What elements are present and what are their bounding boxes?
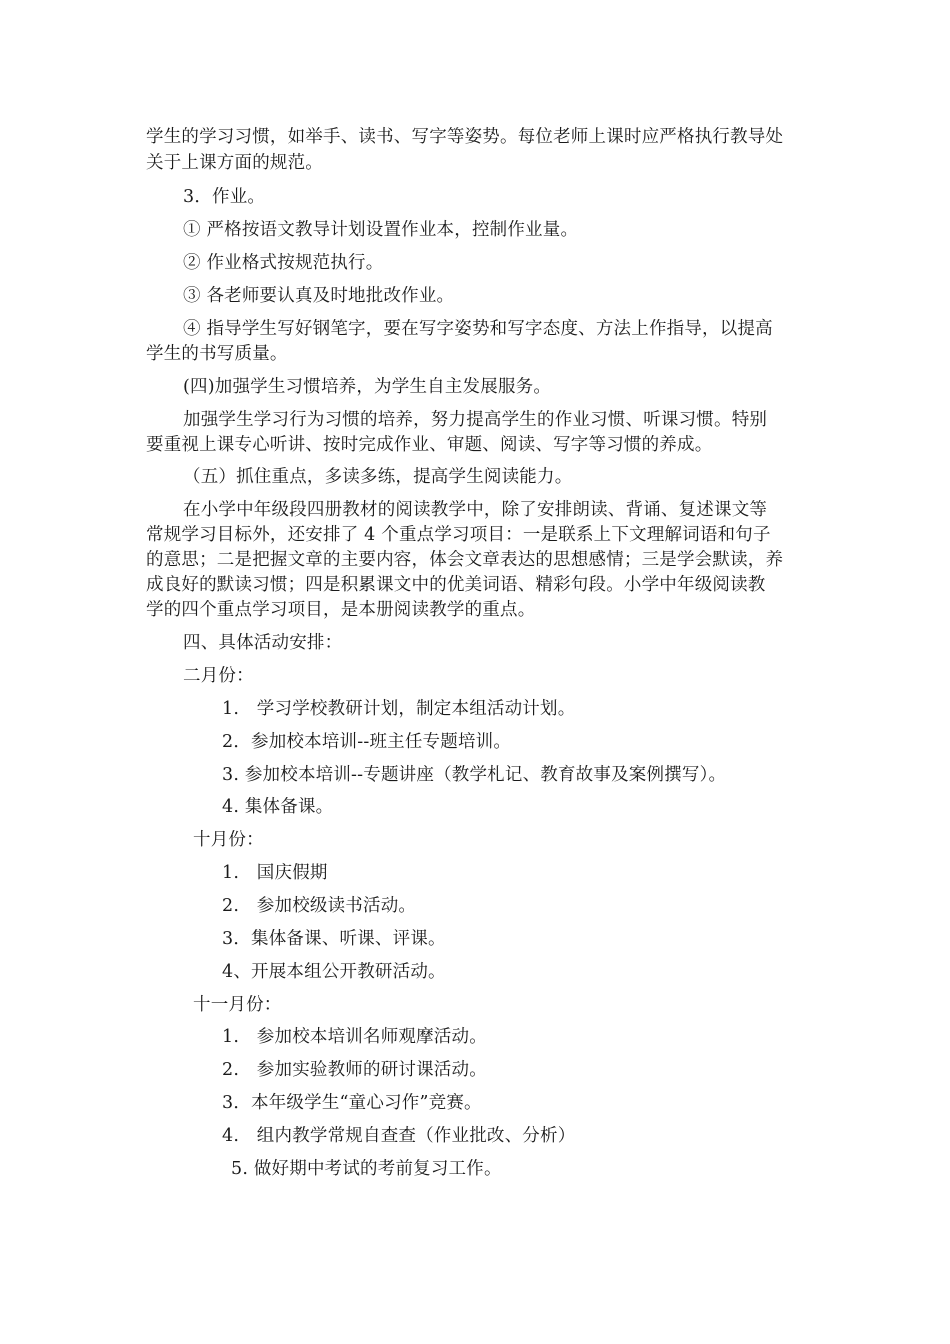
nov-item-4: 4. 组内教学常规自查查（作业批改、分析） [222,1126,576,1146]
oct-label: 十月份： [193,830,264,850]
oct-item-1: 1. 国庆假期 [222,863,328,883]
section-5-heading: （五）抓住重点，多读多练，提高学生阅读能力。 [183,467,573,487]
homework-heading: 3．作业。 [183,187,266,207]
section-5-para-line-1: 在小学中年级段四册教材的阅读教学中，除了安排朗读、背诵、复述课文等 [183,500,768,520]
nov-item-5: 5. 做好期中考试的考前复习工作。 [231,1159,502,1179]
section-4-heading: (四)加强学生习惯培养，为学生自主发展服务。 [183,377,552,397]
feb-label: 二月份： [183,666,254,686]
oct-item-2: 2. 参加校级读书活动。 [222,896,417,916]
homework-item-3: ③ 各老师要认真及时地批改作业。 [183,286,455,306]
section-4-para-line-2: 要重视上课专心听讲、按时完成作业、审题、阅读、写字等习惯的养成。 [146,435,713,455]
activities-heading: 四、具体活动安排： [183,633,343,653]
oct-item-4: 4、开展本组公开教研活动。 [222,962,446,982]
section-4-para-line-1: 加强学生学习行为习惯的培养，努力提高学生的作业习惯、听课习惯。特别 [183,410,768,430]
homework-item-1: ① 严格按语文教导计划设置作业本，控制作业量。 [183,220,579,240]
feb-item-4: 4. 集体备课。 [222,797,334,817]
nov-item-3: 3．本年级学生“童心习作”竞赛。 [222,1093,482,1113]
habits-line-1: 学生的学习习惯，如举手、读书、写字等姿势。每位老师上课时应严格执行教导处 [146,127,784,147]
habits-line-2: 关于上课方面的规范。 [146,153,323,173]
homework-item-4-line-1: ④ 指导学生写好钢笔字，要在写字姿势和写字态度、方法上作指导，以提高 [183,319,773,339]
oct-item-3: 3．集体备课、听课、评课。 [222,929,446,949]
section-5-para-line-5: 学的四个重点学习项目，是本册阅读教学的重点。 [146,600,536,620]
homework-item-2: ② 作业格式按规范执行。 [183,253,384,273]
nov-label: 十一月份： [193,995,282,1015]
homework-item-4-line-2: 学生的书写质量。 [146,344,288,364]
feb-item-1: 1. 学习学校教研计划，制定本组活动计划。 [222,699,576,719]
nov-item-1: 1. 参加校本培训名师观摩活动。 [222,1027,487,1047]
section-5-para-line-3: 的意思；二是把握文章的主要内容，体会文章表达的思想感情；三是学会默读，养 [146,550,784,570]
section-5-para-line-2: 常规学习目标外，还安排了 4 个重点学习项目：一是联系上下文理解词语和句子 [146,525,771,545]
feb-item-3: 3. 参加校本培训--专题讲座（教学札记、教育故事及案例撰写）。 [222,765,727,785]
section-5-para-line-4: 成良好的默读习惯；四是积累课文中的优美词语、精彩句段。小学中年级阅读教 [146,575,766,595]
nov-item-2: 2. 参加实验教师的研讨课活动。 [222,1060,487,1080]
feb-item-2: 2．参加校本培训--班主任专题培训。 [222,732,512,752]
